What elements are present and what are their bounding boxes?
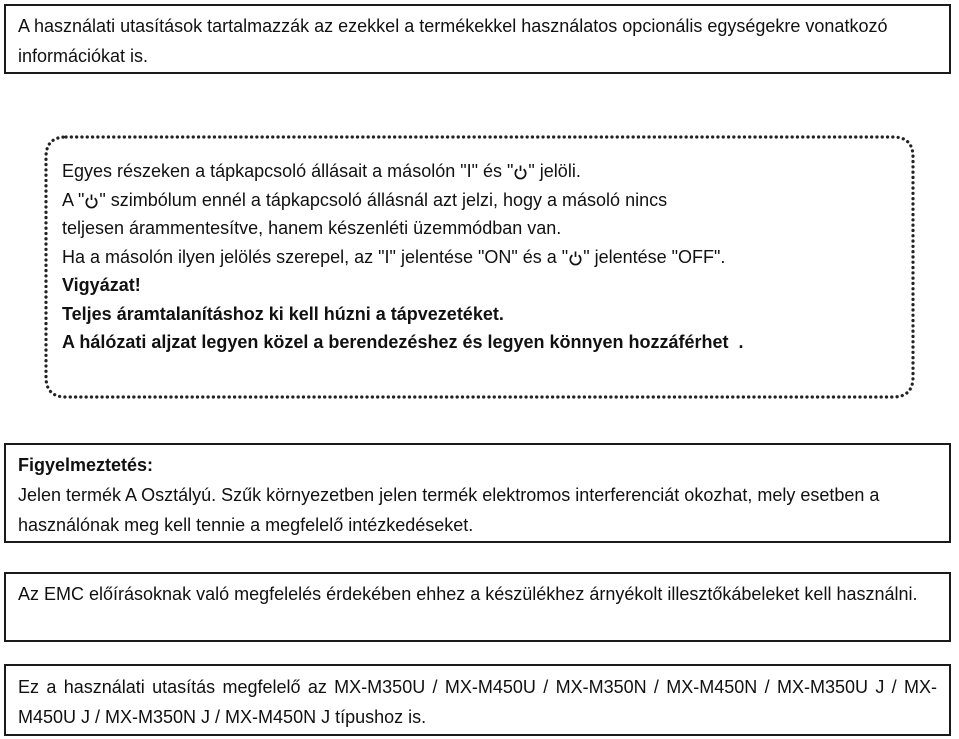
class-a-warning-text: Jelen termék A Osztályú. Szűk környezetben jelen termék elektromos interferenciát okozhat, mely esetben a használónak meg kell tennie a megfelelő intézkedéseket. xyxy=(18,485,880,535)
power-standby-icon xyxy=(569,251,582,265)
warning-line-2: A hálózati aljzat legyen közel a berendezéshez és legyen könnyen hozzáférhet . xyxy=(62,332,744,352)
power-standby-icon xyxy=(85,194,98,208)
power-switch-notice xyxy=(62,157,912,357)
power-standby-icon xyxy=(514,165,527,179)
notice-line-2: A " " szimbólum ennél a tápkapcsoló állásnál azt jelzi, hogy a másoló nincs xyxy=(62,189,668,210)
notice-line-3: teljesen árammentesítve, hanem készenléti üzemmódban van. xyxy=(62,218,562,238)
class-a-warning-box xyxy=(4,443,951,543)
class-a-warning-title: Figyelmeztetés: xyxy=(18,455,154,475)
optional-units-notice-text: A használati utasítások tartalmazzák az ezekkel a termékekkel használatos opcionális egységekre vonatkozó információkat is. xyxy=(18,16,888,66)
optional-units-notice-box xyxy=(4,4,951,74)
model-applicability-box xyxy=(4,664,951,736)
notice-line-1: Egyes részeken a tápkapcsoló állásait a másolón "I" és " " jelöli. xyxy=(62,161,581,181)
notice-line-4: Ha a másolón ilyen jelölés szerepel, az "I" jelentése "ON" és a " " jelentése "OFF". xyxy=(62,246,726,267)
emc-notice-box xyxy=(4,572,951,642)
warning-title: Vigyázat! xyxy=(62,275,141,295)
model-applicability-text: Ez a használati utasítás megfelelő az MX-M350U / MX-M450U / MX-M350N / MX-M450N / MX-M350U J / MX-M450U J / MX-M350N J / MX-M450N J típushoz is. xyxy=(18,677,937,727)
emc-notice-text: Az EMC előírásoknak való megfelelés érdekében ehhez a készülékhez árnyékolt illesztőkábeleket kell használni. xyxy=(18,584,918,604)
warning-line-1: Teljes áramtalanításhoz ki kell húzni a tápvezetéket. xyxy=(62,303,504,324)
